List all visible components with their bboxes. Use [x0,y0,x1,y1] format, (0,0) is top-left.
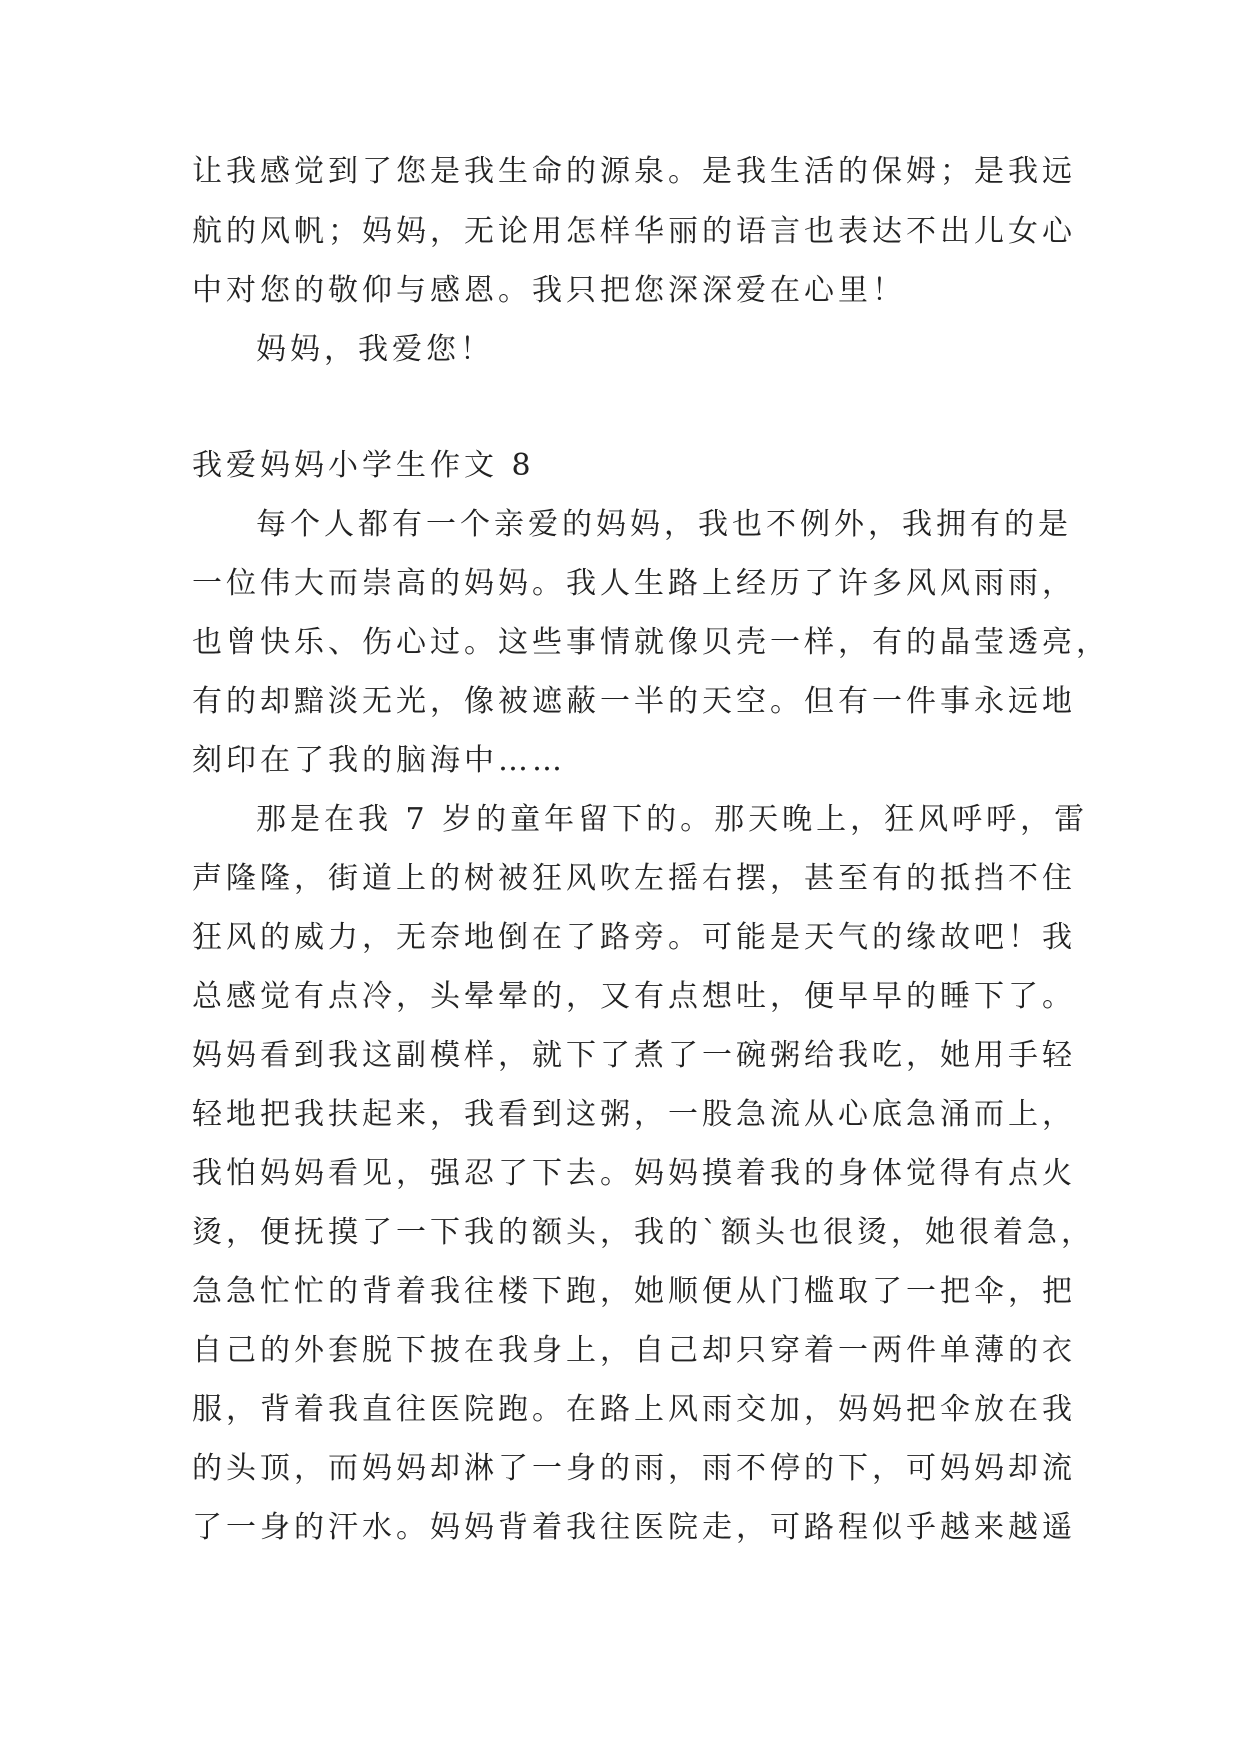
paragraph2-line-9: 急急忙忙的背着我往楼下跑，她顺便从门槛取了一把伞，把 [192,1274,1076,1309]
paragraph1-line-1: 每个人都有一个亲爱的妈妈，我也不例外，我拥有的是 [256,507,1072,542]
section-title: 我爱妈妈小学生作文 8 [192,448,535,483]
paragraph2-line-1: 那是在我 7 岁的童年留下的。那天晚上，狂风呼呼，雷 [256,802,1089,837]
paragraph2-line-2: 声隆隆，街道上的树被狂风吹左摇右摆，甚至有的抵挡不住 [192,861,1076,896]
paragraph2-line-10: 自己的外套脱下披在我身上，自己却只穿着一两件单薄的衣 [192,1333,1076,1368]
paragraph2-line-11: 服，背着我直往医院跑。在路上风雨交加，妈妈把伞放在我 [192,1392,1076,1427]
paragraph1-line-4: 有的却黯淡无光，像被遮蔽一半的天空。但有一件事永远地 [192,684,1076,719]
paragraph2-line-7: 我怕妈妈看见，强忍了下去。妈妈摸着我的身体觉得有点火 [192,1156,1076,1191]
paragraph2-line-13: 了一身的汗水。妈妈背着我往医院走，可路程似乎越来越遥 [192,1510,1076,1545]
paragraph2-line-6: 轻地把我扶起来，我看到这粥，一股急流从心底急涌而上， [192,1097,1076,1132]
paragraph2-line-12: 的头顶，而妈妈却淋了一身的雨，雨不停的下，可妈妈却流 [192,1451,1076,1486]
intro-line-2: 航的风帆；妈妈，无论用怎样华丽的语言也表达不出儿女心 [192,214,1076,249]
paragraph2-line-4: 总感觉有点冷，头晕晕的，又有点想吐，便早早的睡下了。 [192,979,1076,1014]
paragraph2-line-8: 烫，便抚摸了一下我的额头，我的`额头也很烫，她很着急， [192,1215,1095,1250]
paragraph1-line-3: 也曾快乐、伤心过。这些事情就像贝壳一样，有的晶莹透亮， [192,625,1110,660]
paragraph2-line-5: 妈妈看到我这副模样，就下了煮了一碗粥给我吃，她用手轻 [192,1038,1076,1073]
paragraph2-line-3: 狂风的威力，无奈地倒在了路旁。可能是天气的缘故吧！我 [192,920,1076,955]
intro-line-3: 中对您的敬仰与感恩。我只把您深深爱在心里！ [192,273,906,308]
closing-line: 妈妈，我爱您！ [256,332,494,367]
paragraph1-line-5: 刻印在了我的脑海中…… [192,743,566,778]
paragraph1-line-2: 一位伟大而崇高的妈妈。我人生路上经历了许多风风雨雨， [192,566,1076,601]
intro-line-1: 让我感觉到了您是我生命的源泉。是我生活的保姆；是我远 [192,154,1076,189]
